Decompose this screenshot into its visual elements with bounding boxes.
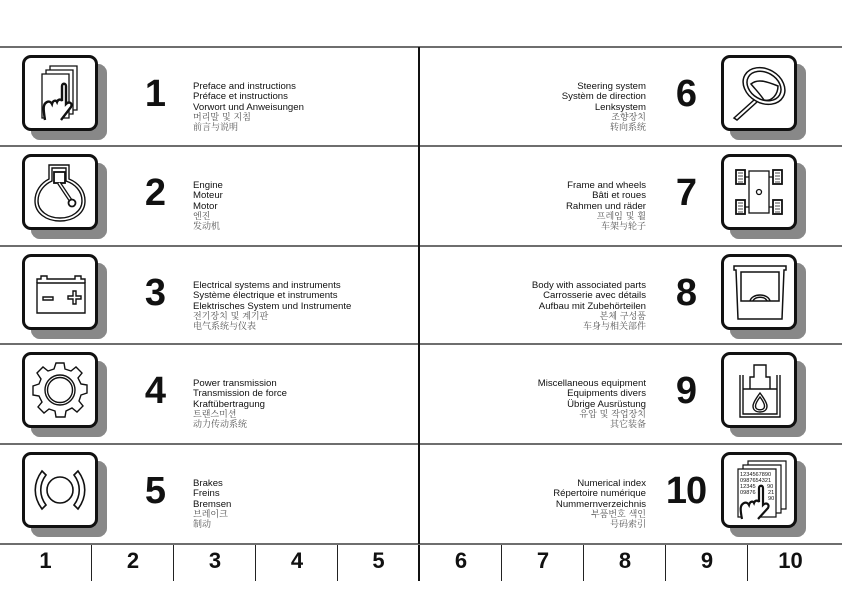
section-6[interactable]: [420, 48, 842, 146]
label-en: Electrical systems and instruments: [193, 280, 341, 291]
tab-6[interactable]: 6: [418, 545, 502, 581]
tab-8[interactable]: 8: [583, 545, 666, 581]
label-fr: Répertoire numérique: [553, 488, 646, 500]
section-number: 10: [665, 470, 707, 512]
label-ko: 전기장치 및 계기판: [193, 311, 269, 322]
tab-7[interactable]: 7: [501, 545, 584, 581]
section-7[interactable]: [420, 147, 842, 245]
cab-body-icon: [721, 254, 797, 330]
steering-wheel-icon: [721, 55, 797, 131]
label-de: Übrige Ausrüstung: [567, 398, 646, 410]
label-zh: 前言与说明: [193, 123, 239, 134]
label-fr: Equipments divers: [567, 388, 646, 400]
index-number-line: 21: [768, 490, 775, 496]
section-labels: [193, 82, 304, 133]
section-labels: [538, 379, 646, 430]
battery-icon: [22, 254, 98, 330]
section-labels: [193, 181, 223, 232]
brake-icon: [22, 452, 98, 528]
tab-10[interactable]: 10: [747, 545, 833, 581]
tab-1[interactable]: 1: [39, 548, 52, 573]
label-en: Miscellaneous equipment: [537, 378, 646, 389]
gear-icon: [22, 352, 98, 428]
label-en: Body with associated parts: [531, 280, 646, 291]
engine-icon: [22, 154, 98, 230]
label-de: Vorwort und Anweisungen: [193, 101, 304, 113]
section-10[interactable]: [420, 445, 842, 543]
label-de: Kraftübertragung: [193, 398, 265, 410]
section-number: 9: [675, 370, 697, 412]
label-en: Engine: [193, 180, 223, 191]
label-de: Lenksystem: [594, 101, 646, 113]
label-ko: 유압 및 작업장치: [579, 409, 646, 420]
label-de: Motor: [193, 200, 218, 212]
label-zh: 发动机: [193, 222, 221, 233]
label-zh: 车架与轮子: [600, 222, 646, 233]
section-labels: [532, 281, 646, 332]
section-tabs: [0, 545, 842, 581]
section-labels: [553, 479, 646, 530]
label-en: Preface and instructions: [193, 81, 296, 92]
index-number-line: 0987654321: [740, 478, 772, 484]
section-number: 6: [675, 73, 697, 115]
section-number: 8: [675, 272, 697, 314]
chassis-wheels-icon: [721, 154, 797, 230]
label-fr: Freins: [193, 488, 220, 500]
label-en: Numerical index: [577, 478, 646, 489]
label-en: Power transmission: [193, 378, 277, 389]
section-1[interactable]: [0, 48, 418, 146]
section-labels: [193, 479, 231, 530]
section-5[interactable]: [0, 445, 418, 543]
label-zh: 转向系统: [609, 123, 646, 134]
tab-9[interactable]: 9: [665, 545, 748, 581]
tab-4[interactable]: 4: [255, 545, 338, 581]
label-zh: 其它装备: [609, 420, 646, 431]
tab-5[interactable]: 5: [337, 545, 419, 581]
label-ko: 프레임 및 휠: [596, 211, 646, 222]
tab-2[interactable]: 2: [91, 545, 174, 581]
label-de: Aufbau mit Zubehörteilen: [538, 300, 646, 312]
section-3[interactable]: [0, 247, 418, 345]
label-en: Brakes: [193, 478, 223, 489]
section-number: 1: [144, 73, 166, 115]
label-fr: Système électrique et instruments: [193, 290, 338, 302]
label-zh: 电气系统与仪表: [193, 322, 257, 333]
section-labels: [562, 82, 646, 133]
numerical-index-icon: [721, 452, 797, 528]
label-fr: Transmission de force: [193, 388, 288, 400]
label-ko: 브레이크: [193, 509, 228, 520]
label-fr: Systèm de direction: [561, 91, 646, 103]
label-zh: 车身与相关部件: [582, 322, 646, 333]
manual-pages-icon: [22, 55, 98, 131]
label-fr: Carrosserie avec détails: [543, 290, 646, 302]
section-labels: [566, 181, 646, 232]
section-8[interactable]: [420, 247, 842, 345]
label-ko: 머리말 및 지침: [193, 112, 251, 123]
label-en: Frame and wheels: [567, 180, 646, 191]
label-de: Nummernverzeichnis: [555, 498, 646, 510]
label-zh: 制动: [193, 520, 212, 531]
label-ko: 조향장치: [611, 112, 646, 123]
label-ko: 트랜스미션: [193, 409, 237, 420]
tab-3[interactable]: 3: [173, 545, 256, 581]
section-labels: [193, 379, 287, 430]
label-ko: 엔진: [193, 211, 211, 222]
label-zh: 动力传动系统: [193, 420, 248, 431]
label-fr: Bâti et roues: [592, 190, 646, 202]
section-4[interactable]: [0, 345, 418, 443]
label-de: Elektrisches System und Instrumente: [193, 300, 352, 312]
index-number-line: 12345: [740, 484, 756, 490]
index-number-line: 1234567890: [740, 472, 772, 478]
section-number: 3: [144, 272, 166, 314]
section-number: 2: [144, 172, 166, 214]
index-number-line: 09876: [740, 490, 756, 496]
label-de: Rahmen und räder: [566, 200, 646, 212]
label-ko: 본체 구성품: [599, 311, 646, 322]
label-ko: 부품번호 색인: [590, 509, 646, 520]
label-en: Steering system: [577, 81, 646, 92]
section-9[interactable]: [420, 345, 842, 443]
section-number: 5: [144, 470, 166, 512]
label-fr: Moteur: [193, 190, 223, 202]
label-zh: 号码索引: [609, 520, 646, 531]
section-2[interactable]: [0, 147, 418, 245]
label-de: Bremsen: [193, 498, 232, 510]
index-number-line: 90: [767, 484, 774, 490]
index-number-line: 90: [768, 496, 775, 502]
label-fr: Préface et instructions: [193, 91, 288, 103]
section-number: 4: [144, 370, 166, 412]
hydraulic-tank-icon: [721, 352, 797, 428]
section-labels: [193, 281, 351, 332]
section-number: 7: [675, 172, 697, 214]
